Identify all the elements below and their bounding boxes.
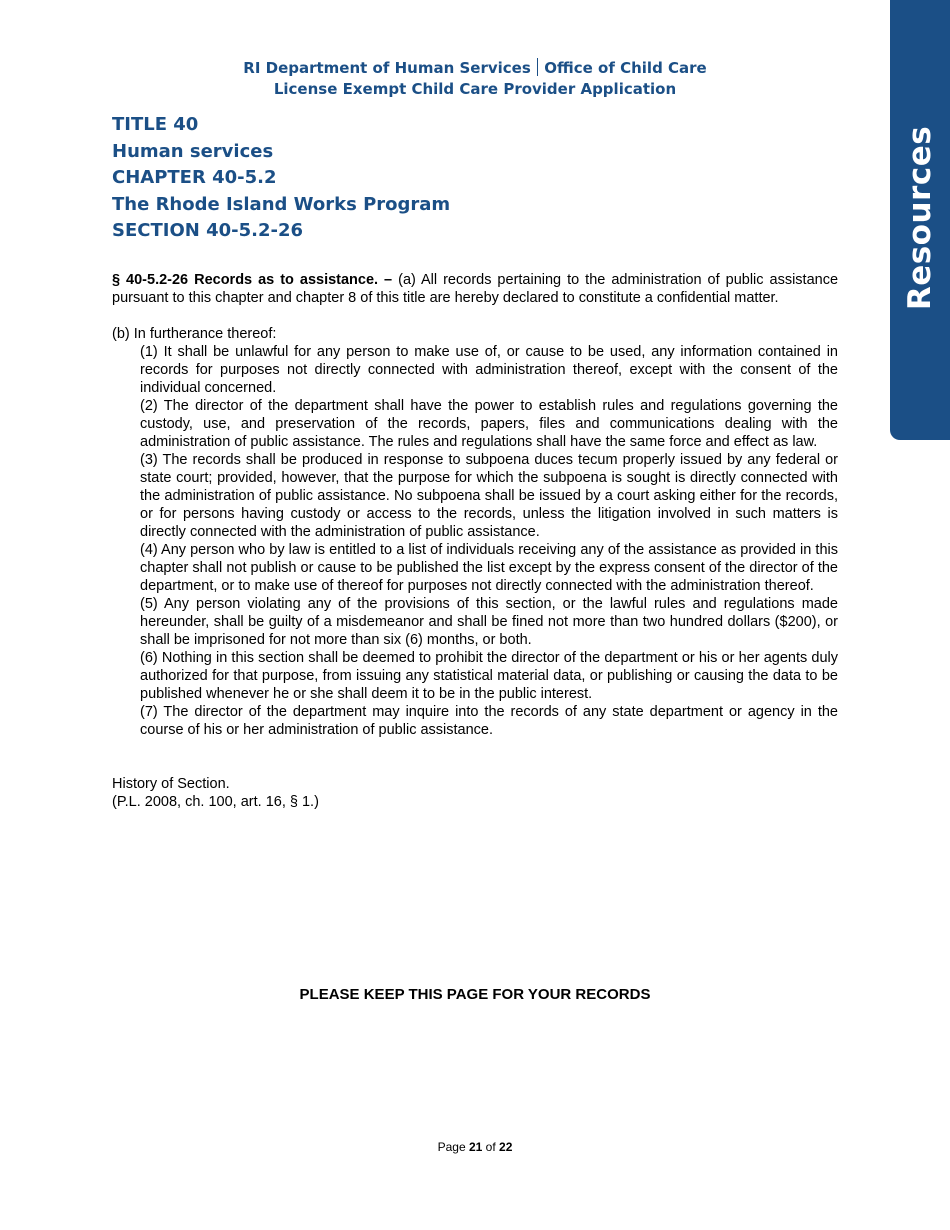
section-item: (6) Nothing in this section shall be deemed to prohibit the director of the department or his or her agents duly authorized for that purpose, from issuing any statistical material data, or publishing or causing the data to be published whenever he or she shall deem it to be in the public interest. <box>140 650 838 702</box>
section-heading: § 40-5.2-26 Records as to assistance. – <box>112 272 393 288</box>
section-item: (2) The director of the department shall have the power to establish rules and regulations governing the custody, use, and preservation of the records, papers, files and communications dealing with the administration of public assistance. The rules and regulations shall have the same force and effect as law. <box>140 398 838 450</box>
section-para-b: (b) In furtherance thereof: <box>112 326 277 342</box>
statute-titles <box>112 112 450 245</box>
chapter-name: The Rhode Island Works Program <box>112 193 451 215</box>
statute-body <box>112 271 838 811</box>
page-header <box>0 58 950 100</box>
title-name: Human services <box>112 140 274 162</box>
section-number: SECTION 40-5.2-26 <box>112 220 304 241</box>
chapter-number: CHAPTER 40-5.2 <box>112 167 277 188</box>
history-citation: (P.L. 2008, ch. 100, art. 16, § 1.) <box>112 794 319 810</box>
section-items <box>112 343 838 739</box>
section-item: (4) Any person who by law is entitled to a list of individuals receiving any of the assistance as provided in this chapter shall not publish or cause to be published the list except by the express consent of the director of the department, or to make use of thereof for purposes not directly connected with the administration thereof. <box>140 542 838 594</box>
header-line-1 <box>0 58 950 79</box>
section-para-a: (a) All records pertaining to the administration of public assistance pursuant to this chapter and chapter 8 of this title are hereby declared to constitute a confidential matter. <box>112 272 839 306</box>
title-number: TITLE 40 <box>112 114 199 135</box>
header-form-title: License Exempt Child Care Provider Application <box>273 80 677 98</box>
section-item: (7) The director of the department may inquire into the records of any state department or agency in the course of his or her administration of public assistance. <box>140 704 838 738</box>
section-item: (1) It shall be unlawful for any person to make use of, or cause to be used, any information contained in records for purposes not directly connected with administration thereof, except with the consent of the individual concerned. <box>140 344 838 396</box>
history-label: History of Section. <box>112 776 230 792</box>
section-item: (5) Any person violating any of the provisions of this section, or the lawful rules and regulations made hereunder, shall be guilty of a misdemeanor and shall be fined not more than two hundred dollars ($200), or shall be imprisoned for not more than six (6) months, or both. <box>140 596 838 648</box>
page-total: 22 <box>499 1140 513 1154</box>
header-office: Office of Child Care <box>544 59 707 77</box>
side-tab-label: Resources <box>902 125 938 311</box>
page-number: 21 <box>468 1140 483 1154</box>
page-of-label: of <box>485 1140 496 1154</box>
section-intro <box>112 271 838 307</box>
keep-records-notice: PLEASE KEEP THIS PAGE FOR YOUR RECORDS <box>299 986 651 1003</box>
header-agency: RI Department of Human Services <box>243 59 531 77</box>
page-footer <box>0 1140 950 1154</box>
header-separator <box>537 58 539 76</box>
section-item: (3) The records shall be produced in response to subpoena duces tecum properly issued by any federal or state court; provided, however, that the purpose for which the subpoena is sought is directly connected with the administration of public assistance. No subpoena shall be issued by a court asking either for the records, or for persons having custody or access to the records, unless the litigation involved in such matters is directly connected with the administration of public assistance. <box>140 452 838 540</box>
page-label: Page <box>437 1140 466 1154</box>
